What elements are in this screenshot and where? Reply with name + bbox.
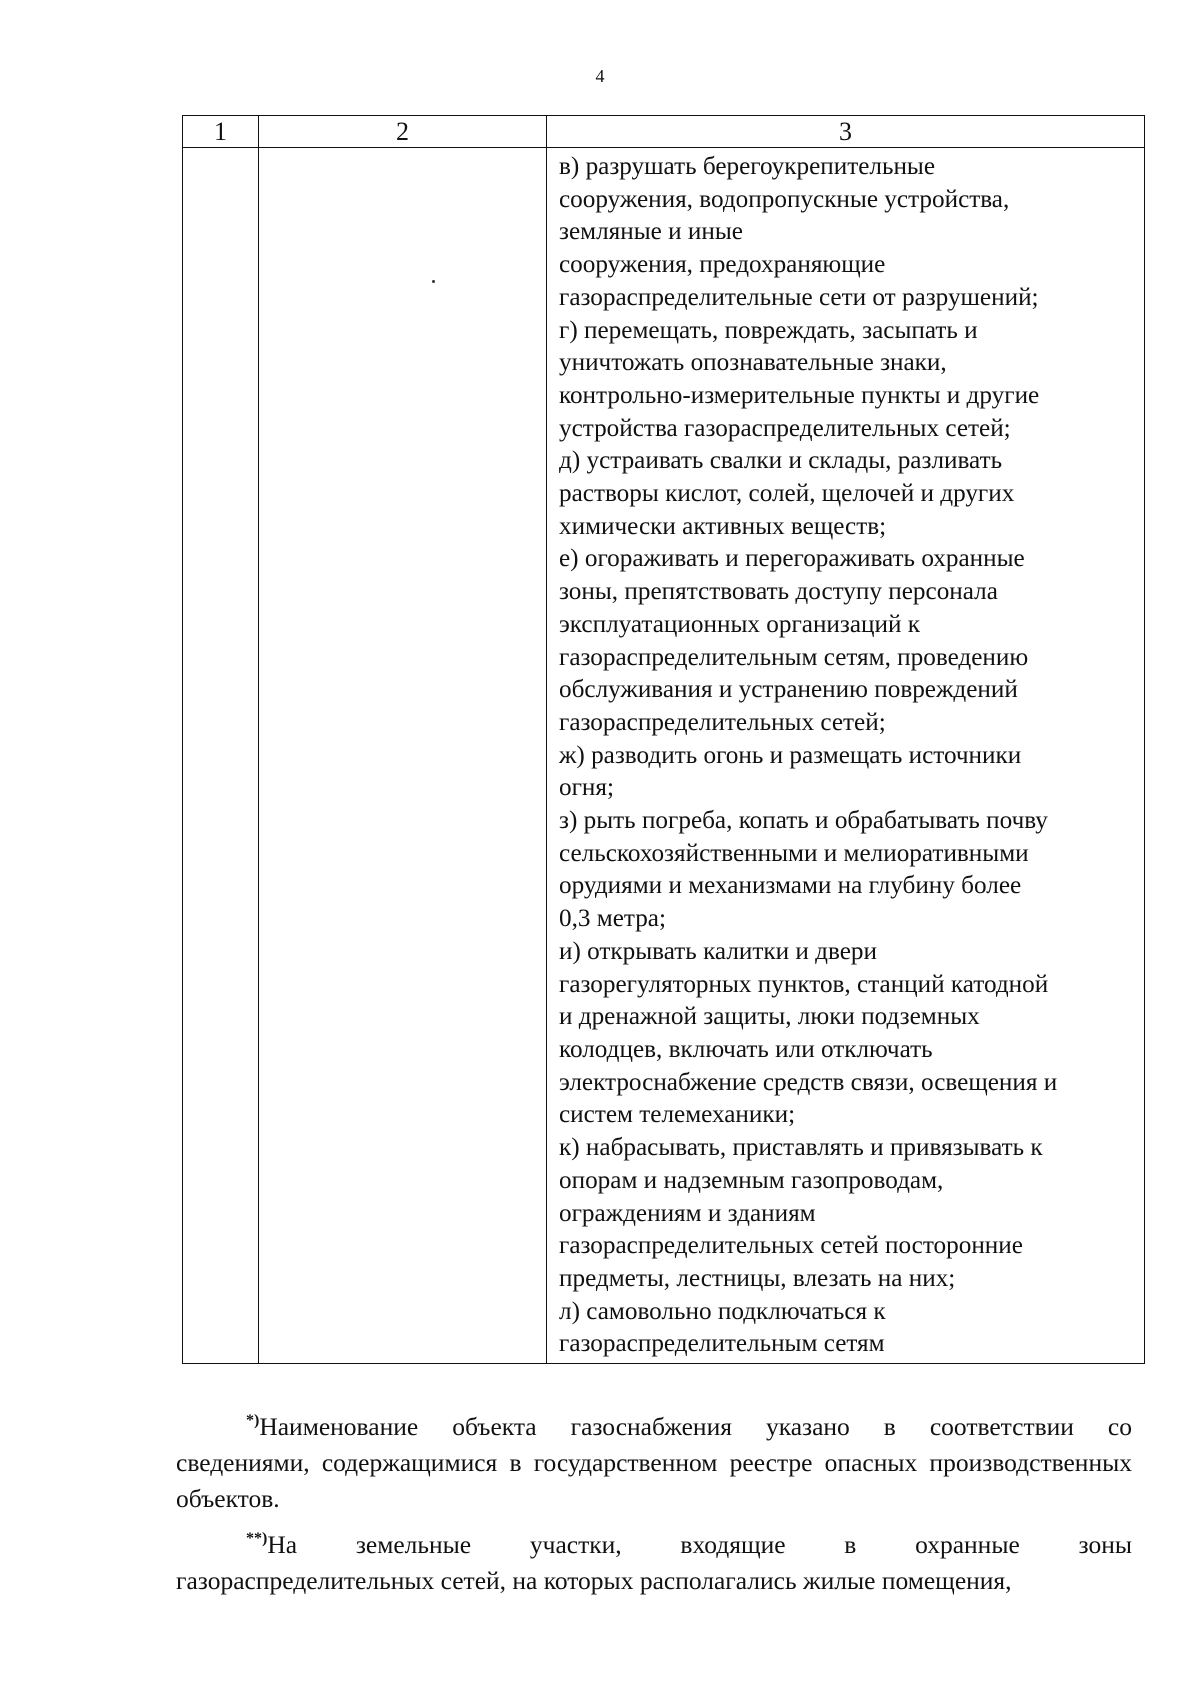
footnote-2 <box>176 1521 1132 1599</box>
column-header-2: 2 <box>259 116 547 148</box>
table-cell-col2 <box>259 148 547 1364</box>
footnote-text: На земельные участки, входящие в охранные зоны <box>267 1530 1132 1559</box>
scan-speck <box>432 280 435 283</box>
footnote-text: Наименование объекта газоснабжения указано в соответствии со <box>259 1412 1132 1441</box>
footnotes <box>176 1403 1132 1599</box>
list-item: и) открывать калитки и двери газорегуляторных пунктов, станций катодной и дренажной защиты, люки подземных колодцев, включать или отключать электроснабжение средств связи, освещения и систем телемеханики; <box>559 937 1058 1129</box>
prohibitions-list <box>559 151 1140 1361</box>
footnote-first-line <box>176 1521 1132 1563</box>
table-row <box>183 148 1145 1364</box>
list-item: в) разрушать берегоукрепительные сооружения, водопропускные устройства, земляные и иные сооружения, предохраняющие газораспределительные сети от разрушений; <box>559 153 1039 311</box>
table-header-row <box>183 116 1145 148</box>
list-item: к) набрасывать, приставлять и привязывать к опорам и надземным газопроводам, ограждениям и зданиям газораспределительных сетей посторонние предметы, лестницы, влезать на них; <box>559 1134 1043 1292</box>
column-header-3: 3 <box>547 116 1145 148</box>
footnote-marker: *) <box>246 1412 260 1429</box>
table-cell-col1 <box>183 148 259 1364</box>
footnote-marker: **) <box>246 1530 268 1547</box>
page-number: 4 <box>595 66 605 86</box>
footnote-first-line <box>176 1403 1132 1445</box>
list-item: ж) разводить огонь и размещать источники огня; <box>559 741 1022 802</box>
footnote-text-rest: сведениями, содержащимися в государственном реестре опасных производственных объектов. <box>176 1448 1132 1513</box>
restrictions-table <box>182 115 1145 1364</box>
list-item: з) рыть погреба, копать и обрабатывать почву сельскохозяйственными и мелиоративными орудиями и механизмами на глубину более 0,3 метра; <box>559 807 1048 933</box>
list-item: е) огораживать и перегораживать охранные зоны, препятствовать доступу персонала эксплуатационных организаций к газораспределительным сетям, проведению обслуживания и устранению повреждений газораспределительных сетей; <box>559 545 1029 736</box>
list-item: д) устраивать свалки и склады, разливать растворы кислот, солей, щелочей и других химически активных веществ; <box>559 447 1015 540</box>
list-item: г) перемещать, повреждать, засыпать и уничтожать опознавательные знаки, контрольно-измерительные пункты и другие устройства газораспределительных сетей; <box>559 316 1040 442</box>
list-item: л) самовольно подключаться к газораспределительным сетям <box>559 1297 886 1358</box>
column-header-1: 1 <box>183 116 259 148</box>
footnote-text-rest: газораспределительных сетей, на которых располагались жилые помещения, <box>176 1566 1012 1595</box>
footnote-1 <box>176 1403 1132 1517</box>
table-cell-col3 <box>547 148 1145 1364</box>
